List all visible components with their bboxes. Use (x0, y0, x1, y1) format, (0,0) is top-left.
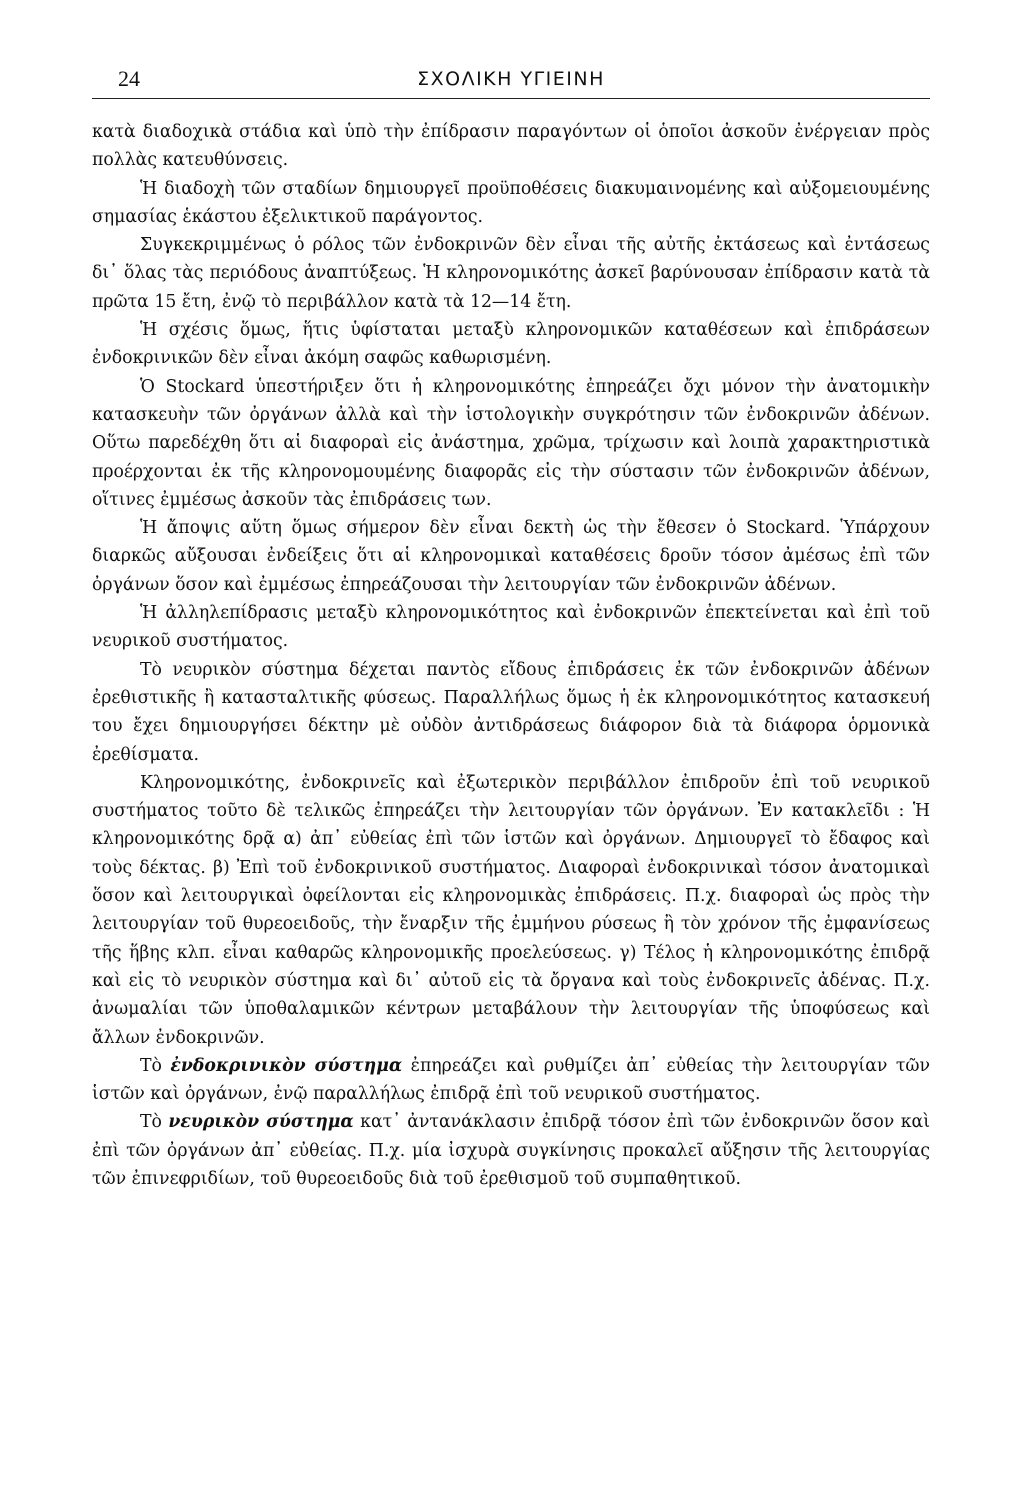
paragraph: Κληρονομικότης, ἐνδοκρινεῖς καὶ ἐξωτερικὸν περιβάλλον ἐπιδροῦν ἐπὶ τοῦ νευρικοῦ συστήματος τοῦτο δὲ τελικῶς ἐπηρεάζει τὴν λειτουργίαν τῶν ὀργάνων. Ἐν κατακλεῖδι : Ἡ κληρονομικότης δρᾷ α) ἀπ᾽ εὐθείας ἐπὶ τῶν ἱστῶν καὶ ὀργάνων. Δημιουργεῖ τὸ ἔδαφος καὶ τοὺς δέκτας. β) Ἐπὶ τοῦ ἐνδοκρινικοῦ συστήματος. Διαφοραὶ ἐνδοκρινικαὶ τόσον ἀνατομικαὶ ὅσον καὶ λειτουργικαὶ ὀφείλονται εἰς κληρονομικὰς ἐπιδράσεις. Π.χ. διαφοραὶ ὡς πρὸς τὴν λειτουργίαν τοῦ θυρεοειδοῦς, τὴν ἔναρξιν τῆς ἐμμήνου ρύσεως ἢ τὸν χρόνον τῆς ἐμφανίσεως τῆς ἥβης κλπ. εἶναι καθαρῶς κληρονομικῆς προελεύσεως. γ) Τέλος ἡ κληρονομικότης ἐπιδρᾷ καὶ εἰς τὸ νευρικὸν σύστημα καὶ δι᾽ αὐτοῦ εἰς τὰ ὄργανα καὶ τοὺς ἐνδοκρινεῖς ἀδένας. Π.χ. ἀνωμαλίαι τῶν ὑποθαλαμικῶν κέντρων μεταβάλουν τὴν λειτουργίαν τῆς ὑποφύσεως καὶ ἄλλων ἐνδοκρινῶν. (92, 772, 930, 1048)
paragraph-endocrine (92, 1052, 930, 1109)
running-title: ΣΧΟΛΙΚΗ ΥΓΙΕΙΝΗ (417, 68, 605, 90)
paragraph: Ὁ Stockard ὑπεστήριξεν ὅτι ἡ κληρονομικότης ἐπηρεάζει ὄχι μόνον τὴν ἀνατομικὴν κατασκευὴν τῶν ὀργάνων ἀλλὰ καὶ τὴν ἱστολογικὴν συγκρότησιν τῶν ἐνδοκρινῶν ἀδένων. Οὕτω παρεδέχθη ὅτι αἱ διαφοραὶ εἰς ἀνάστημα, χρῶμα, τρίχωσιν καὶ λοιπὰ χαρακτηριστικὰ προέρχονται ἐκ τῆς κληρονομουμένης διαφορᾶς εἰς τὴν σύστασιν τῶν ἐνδοκρινῶν ἀδένων, οἵτινες ἐμμέσως ἀσκοῦν τὰς ἐπιδράσεις των. (92, 376, 930, 510)
paragraph: Ἡ ἀλληλεπίδρασις μεταξὺ κληρονομικότητος καὶ ἐνδοκρινῶν ἐπεκτείνεται καὶ ἐπὶ τοῦ νευρικοῦ συστήματος. (92, 603, 930, 652)
paragraph: κατὰ διαδοχικὰ στάδια καὶ ὑπὸ τὴν ἐπίδρασιν παραγόντων οἱ ὁποῖοι ἀσκοῦν ἐνέργειαν πρὸς πολλὰς κατευθύνσεις. (92, 122, 930, 171)
text-run: Τὸ (140, 1112, 169, 1133)
text-run: Τὸ (140, 1055, 171, 1076)
paragraph: Συγκεκριμμένως ὁ ρόλος τῶν ἐνδοκρινῶν δὲν εἶναι τῆς αὐτῆς ἐκτάσεως καὶ ἐντάσεως δι᾽ ὅλας τὰς περιόδους ἀναπτύξεως. Ἡ κληρονομικότης ἀσκεῖ βαρύνουσαν ἐπίδρασιν κατὰ τὰ πρῶτα 15 ἔτη, ἐνῷ τὸ περιβάλλον κατὰ τὰ 12—14 ἔτη. (92, 235, 930, 312)
emphasis-endocrine-system: ἐνδοκρινικὸν σύστημα (170, 1055, 403, 1076)
paragraph-nervous (92, 1108, 930, 1193)
paragraph: Ἡ διαδοχὴ τῶν σταδίων δημιουργεῖ προϋποθέσεις διακυμαινομένης καὶ αὐξομειουμένης σημασίας ἑκάστου ἐξελικτικοῦ παράγοντος. (92, 178, 930, 227)
paragraph: Ἡ ἄποψις αὕτη ὅμως σήμερον δὲν εἶναι δεκτὴ ὡς τὴν ἔθεσεν ὁ Stockard. Ὑπάρχουν διαρκῶς αὔξουσαι ἐνδείξεις ὅτι αἱ κληρονομικαὶ καταθέσεις δροῦν τόσον ἀμέσως ἐπὶ τῶν ὀργάνων ὅσον καὶ ἐμμέσως ἐπηρεάζουσαι τὴν λειτουργίαν τῶν ἐνδοκρινῶν ἀδένων. (92, 518, 930, 595)
text-run: ἐπηρεάζει καὶ ρυθμίζει ἀπ᾽ εὐθείας τὴν λειτουργίαν τῶν ἱστῶν καὶ ὀργάνων, ἐνῷ παραλλήλως ἐπιδρᾷ ἐπὶ τοῦ νευρικοῦ συστήματος. (92, 1055, 931, 1105)
page-header (92, 62, 930, 99)
body-text (92, 118, 930, 1193)
paragraph: Ἡ σχέσις ὅμως, ἥτις ὑφίσταται μεταξὺ κληρονομικῶν καταθέσεων καὶ ἐπιδράσεων ἐνδοκρινικῶν δὲν εἶναι ἀκόμη σαφῶς καθωρισμένη. (92, 320, 930, 369)
page-number: 24 (118, 66, 140, 91)
text-run: κατ᾽ ἀντανάκλασιν ἐπιδρᾷ τόσον ἐπὶ τῶν ἐνδοκρινῶν ὅσον καὶ ἐπὶ τῶν ὀργάνων ἀπ᾽ εὐθείας. Π.χ. μία ἰσχυρὰ συγκίνησις προκαλεῖ αὔξησιν τῆς λειτουργίας τῶν ἐπινεφριδίων, τοῦ θυρεοειδοῦς διὰ τοῦ ἐρεθισμοῦ τοῦ συμπαθητικοῦ. (92, 1112, 930, 1189)
emphasis-nervous-system: νευρικὸν σύστημα (168, 1112, 354, 1133)
paragraph: Τὸ νευρικὸν σύστημα δέχεται παντὸς εἴδους ἐπιδράσεις ἐκ τῶν ἐνδοκρινῶν ἀδένων ἐρεθιστικῆς ἢ κατασταλτικῆς φύσεως. Παραλλήλως ὅμως ἡ ἐκ κληρονομικότητος κατασκευή του ἔχει δημιουργήσει δέκτην μὲ οὐδὸν ἀντιδράσεως διάφορον διὰ τὰ διάφορα ὁρμονικὰ ἐρεθίσματα. (92, 659, 930, 765)
